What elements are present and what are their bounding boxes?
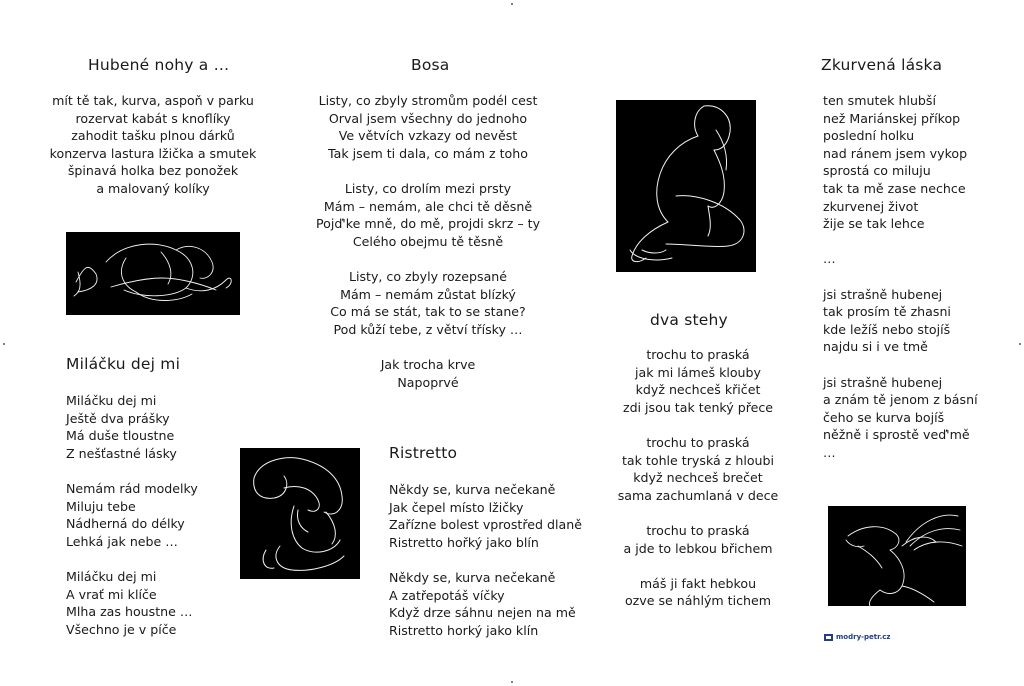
poem-line: trochu to praská <box>646 347 750 362</box>
poem-line: Když drze sáhnu nejen na mě <box>389 605 576 621</box>
stanza-gap <box>308 250 548 268</box>
poem-line: poslední holku <box>823 128 915 144</box>
poem-title-dvastehy: dva stehy <box>650 311 728 329</box>
poem-line: Všechno je v píče <box>66 621 177 637</box>
poem-line: zdi jsou tak tenký přece <box>622 399 774 415</box>
poem-line: a znám tě jenom z básní <box>823 392 978 408</box>
poem-line: Z nešťastné lásky <box>66 445 177 461</box>
poem-line: Nádherná do délky <box>66 516 185 532</box>
poem-line: Listy, co zbyly stromům podél cest <box>318 93 538 108</box>
register-mark-top <box>511 3 513 5</box>
poem-title-bosa: Bosa <box>411 56 450 74</box>
register-mark-right <box>1019 343 1021 345</box>
poem-line: ten smutek hlubší <box>823 93 936 108</box>
poem-line: A zatřepotáš víčky <box>389 587 505 603</box>
poem-body-bosa <box>308 92 548 391</box>
poem-line: sprostá co miluju <box>823 163 931 179</box>
poem-line: mít tě tak, kurva, aspoň v parku <box>52 93 254 108</box>
poem-line: jsi strašně hubenej <box>823 286 943 302</box>
poem-body-hubene <box>40 92 266 198</box>
stanza-gap <box>596 504 800 522</box>
stanza-gap <box>596 416 800 434</box>
poem-line: Mlha zas houstne … <box>66 604 193 620</box>
crouching-figure-image <box>240 448 360 579</box>
publisher-logo-text: modry-petr.cz <box>836 633 891 641</box>
poem-line: a malovaný kolíky <box>96 180 210 196</box>
stanza-gap <box>823 268 978 286</box>
poem-line: když nechceš křičet <box>635 382 761 398</box>
poem-line: Ve větvích vzkazy od nevěst <box>338 128 518 144</box>
poem-line: trochu to praská <box>646 522 750 538</box>
poem-line: rozervat kabát s knoflíky <box>75 110 231 126</box>
poem-line: Ještě dva prášky <box>66 410 170 426</box>
poem-line: Jak čepel místo lžičky <box>389 499 524 515</box>
poem-line: zahodit tašku plnou dárků <box>71 128 235 144</box>
poem-line: než Mariánskej příkop <box>823 110 961 126</box>
register-mark-left <box>3 343 5 345</box>
poem-line: jsi strašně hubenej <box>823 374 943 390</box>
poem-line: Co má se stát, tak to se stane? <box>330 304 526 320</box>
poem-line: Tak jsem ti dala, co mám z toho <box>328 145 528 161</box>
publisher-logo <box>824 633 890 641</box>
poem-line: zkurvenej život <box>823 198 919 214</box>
stanza-gap <box>308 162 548 180</box>
poem-line: Miluju tebe <box>66 498 136 514</box>
stanza-gap <box>823 356 978 374</box>
poem-line: Někdy se, kurva nečekaně <box>389 569 556 585</box>
poem-line: Má duše tloustne <box>66 428 175 444</box>
stanza-gap <box>596 557 800 575</box>
poem-line: Mám – nemám, ale chci tě děsně <box>323 198 533 214</box>
poem-line: A vrať mi klíče <box>66 586 157 602</box>
poem-line: jak mi lámeš klouby <box>634 364 761 380</box>
publisher-logo-icon <box>824 634 833 641</box>
poem-line: Miláčku dej mi <box>66 568 157 584</box>
poem-line: Miláčku dej mi <box>66 393 157 408</box>
poem-line: máš ji fakt hebkou <box>639 575 757 591</box>
stanza-gap <box>308 338 548 356</box>
poem-line: sama zachumlaná v dece <box>617 487 779 503</box>
poem-title-milacku: Miláčku dej mi <box>66 355 181 373</box>
register-mark-bottom <box>511 681 513 683</box>
stanza-gap <box>389 551 582 569</box>
poem-line: trochu to praská <box>646 434 750 450</box>
poem-line: Jak trocha krve <box>380 356 476 372</box>
poem-line: tak tohle tryská z hloubi <box>621 452 775 468</box>
poem-line: … <box>823 251 836 267</box>
poem-line: Nemám rád modelky <box>66 480 198 496</box>
stanza-gap <box>66 462 198 480</box>
poem-line: Listy, co zbyly rozepsané <box>348 268 508 284</box>
poem-body-zkurvena <box>823 92 978 461</box>
poem-line: Pojď'ke mně, do mě, projdi skrz – ty <box>315 216 541 232</box>
poem-line: Pod kůží tebe, z větví třísky … <box>333 321 523 337</box>
poem-body-ristretto <box>389 481 582 639</box>
poem-title-ristretto: Ristretto <box>389 444 458 462</box>
sitting-figure-image <box>616 100 756 272</box>
poem-line: špinavá holka bez ponožek <box>67 163 239 179</box>
poem-line: tak ta mě zase nechce <box>823 180 966 196</box>
poem-line: konzerva lastura lžička a smutek <box>49 145 257 161</box>
poem-line: kde ležíš nebo stojíš <box>823 321 951 337</box>
poem-line: Mám – nemám zůstat blízký <box>340 286 516 302</box>
stanza-gap <box>823 233 978 251</box>
poem-line: Lehká jak nebe … <box>66 533 178 549</box>
poem-line: Ristretto horký jako klín <box>389 622 539 638</box>
poem-line: Listy, co drolím mezi prsty <box>344 180 512 196</box>
poem-line: tak prosím tě zhasni <box>823 304 951 320</box>
poem-line: Celého obejmu tě těsně <box>352 233 504 249</box>
poem-title-zkurvena: Zkurvená láska <box>821 56 943 74</box>
poem-line: žije se tak lehce <box>823 216 925 232</box>
stanza-gap <box>66 550 198 568</box>
poem-line: když nechceš brečet <box>633 470 763 486</box>
poem-body-milacku <box>66 392 198 638</box>
poem-line: nad ránem jsem vykop <box>823 145 968 161</box>
poem-body-dvastehy <box>596 346 800 610</box>
curled-figure-image <box>66 232 240 315</box>
poem-line: Zařízne bolest vprostřed dlaně <box>389 517 582 533</box>
poem-line: Ristretto hořký jako blín <box>389 534 539 550</box>
poem-line: … <box>823 444 836 460</box>
poem-line: čeho se kurva bojíš <box>823 409 945 425</box>
poem-line: najdu si i ve tmě <box>823 339 928 355</box>
poem-line: ozve se náhlým tichem <box>624 593 772 609</box>
poem-title-hubene: Hubené nohy a … <box>88 56 230 74</box>
angel-figure-image <box>828 506 966 606</box>
poem-line: Někdy se, kurva nečekaně <box>389 482 556 497</box>
poem-line: a jde to lebkou břichem <box>623 540 773 556</box>
poem-line: něžně i sprostě veď'mě <box>823 427 970 443</box>
poem-line: Napoprvé <box>397 374 459 390</box>
poem-line: Orval jsem všechny do jednoho <box>328 110 528 126</box>
